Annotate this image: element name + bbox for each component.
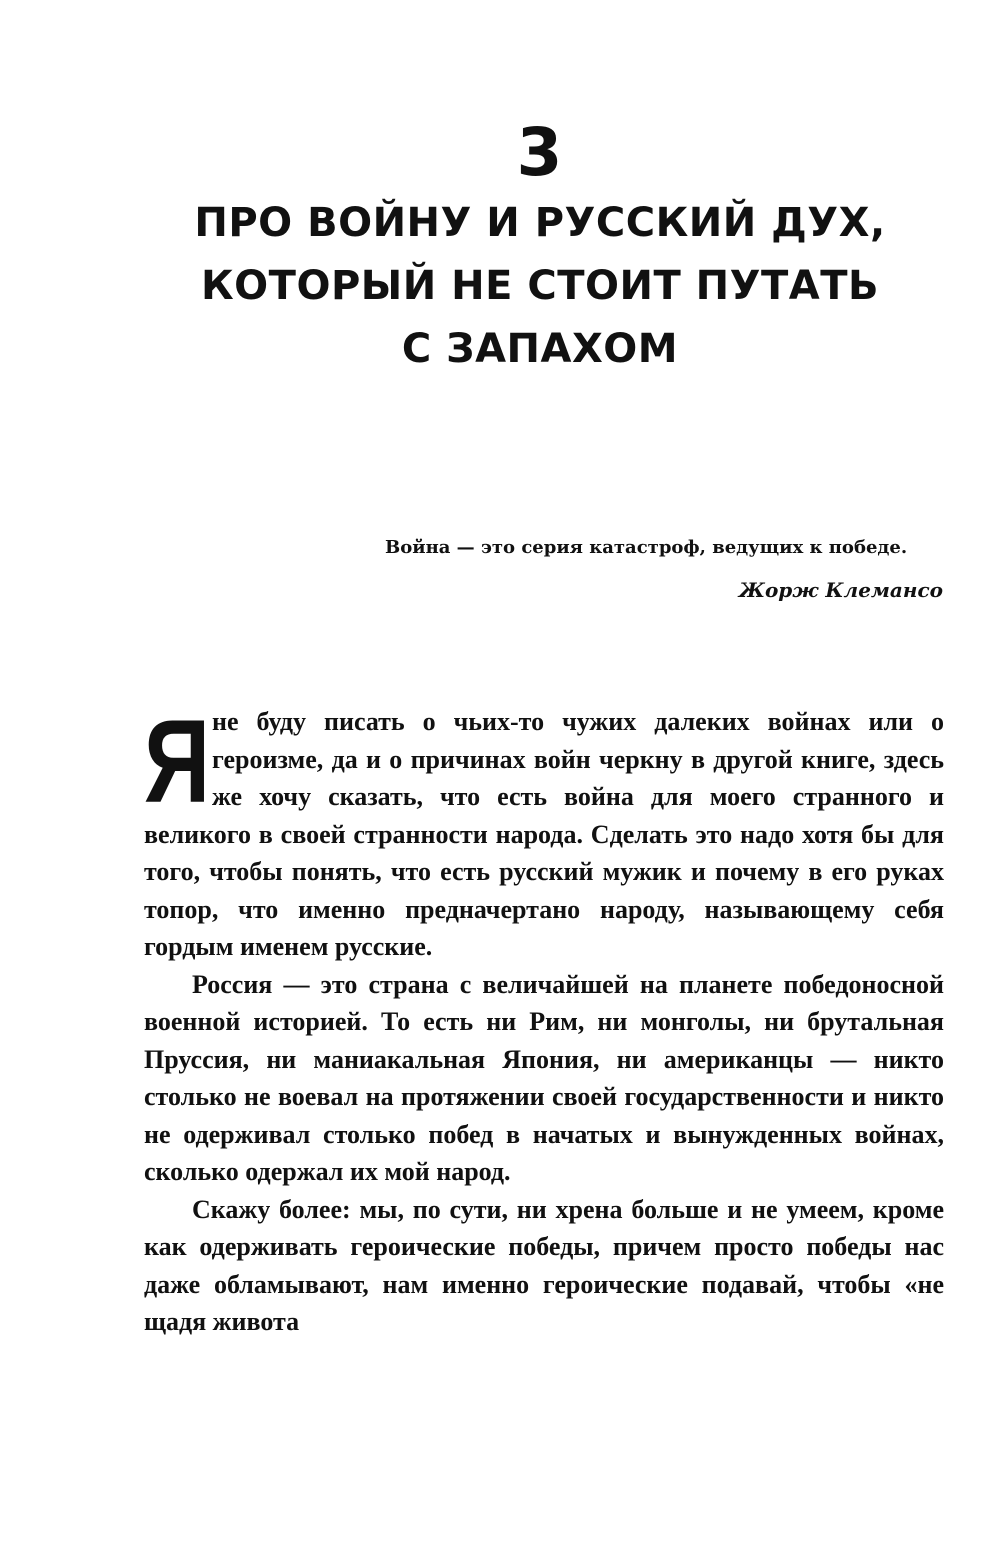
epigraph-quote: Война — это серия катастроф, ведущих к победе. [385,537,908,558]
chapter-number: 3 [516,114,564,191]
paragraph-1-text: не буду писать о чьих-то чужих далеких войнах или о героизме, да и о причинах войн черкну в другой книге, здесь же хочу сказать, что есть война для моего странного и великого в своей странности народа. Сделать это надо хотя бы для того, чтобы понять, что есть русский мужик и почему в его руках топор, что именно предначертано народу, называющему себя гордым именем русские. [144,707,944,961]
chapter-title-line-2: КОТОРЫЙ НЕ СТОИТ ПУТАТЬ [200,263,880,309]
chapter-title-line-3: С ЗАПАХОМ [401,326,679,372]
epigraph [385,533,943,605]
paragraph-3: Скажу более: мы, по сути, ни хрена больше и не умеем, кроме как одерживать героические победы, причем просто победы нас даже обламывают, нам именно героические подавай, чтобы «не щадя живота [144,1194,944,1336]
chapter-title-line-1: ПРО ВОЙНУ И РУССКИЙ ДУХ, [194,200,886,246]
paragraph-2: Россия — это страна с величайшей на планете победоносной военной историей. То есть ни Рим, ни монголы, ни брутальная Пруссия, ни маниакальная Япония, ни американцы — никто столько не воевал на протяжении своей государственности и никто не одерживал столько побед в начатых и вынужденных войнах, сколько одержал их мой народ. [144,969,944,1186]
body-text [144,696,944,1341]
dropcap-letter: Я [144,696,209,828]
paragraph-1 [144,696,944,966]
chapter-title [140,192,940,381]
epigraph-author: Жорж Клемансо [738,578,943,602]
